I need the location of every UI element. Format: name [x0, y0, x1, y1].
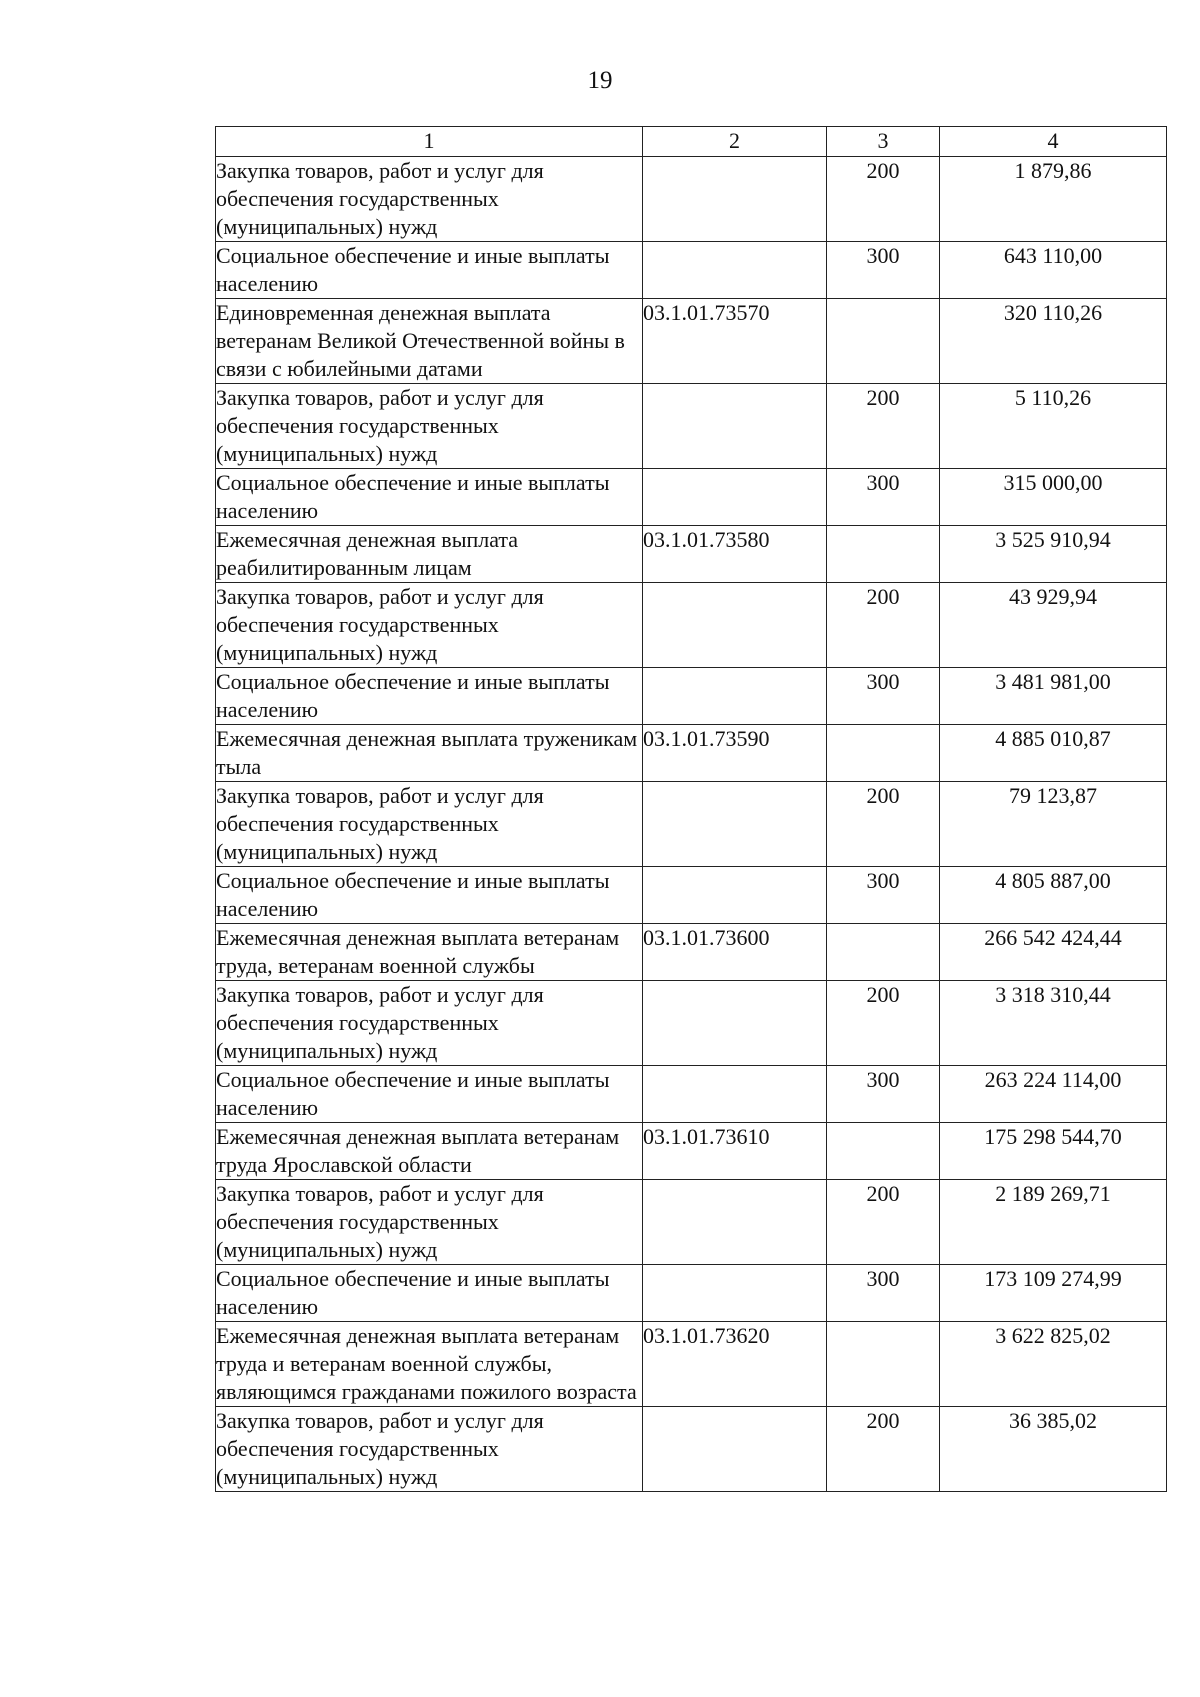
amount: 320 110,26: [940, 299, 1167, 384]
target-code: [643, 867, 827, 924]
table-row: [216, 526, 1167, 583]
table-row: [216, 242, 1167, 299]
target-code: [643, 1066, 827, 1123]
table-row: [216, 1123, 1167, 1180]
amount: 2 189 269,71: [940, 1180, 1167, 1265]
item-name: Социальное обеспечение и иные выплаты населению: [216, 1265, 643, 1322]
amount: 3 481 981,00: [940, 668, 1167, 725]
target-code: 03.1.01.73620: [643, 1322, 827, 1407]
table-row: [216, 867, 1167, 924]
table-row: [216, 299, 1167, 384]
table-row: [216, 1265, 1167, 1322]
item-name: Социальное обеспечение и иные выплаты населению: [216, 242, 643, 299]
expense-type: 300: [827, 469, 940, 526]
table-row: [216, 782, 1167, 867]
expense-type: 300: [827, 867, 940, 924]
header-row: [216, 127, 1167, 157]
amount: 4 885 010,87: [940, 725, 1167, 782]
expense-type: [827, 725, 940, 782]
amount: 5 110,26: [940, 384, 1167, 469]
amount: 79 123,87: [940, 782, 1167, 867]
target-code: [643, 384, 827, 469]
target-code: [643, 242, 827, 299]
table-row: [216, 1180, 1167, 1265]
amount: 173 109 274,99: [940, 1265, 1167, 1322]
expense-type: 300: [827, 1066, 940, 1123]
item-name: Закупка товаров, работ и услуг для обеспечения государственных (муниципальных) нужд: [216, 384, 643, 469]
table-row: [216, 981, 1167, 1066]
amount: 175 298 544,70: [940, 1123, 1167, 1180]
amount: 1 879,86: [940, 157, 1167, 242]
item-name: Ежемесячная денежная выплата труженикам тыла: [216, 725, 643, 782]
expense-type: 200: [827, 1180, 940, 1265]
expense-type: 300: [827, 242, 940, 299]
expense-type: 300: [827, 668, 940, 725]
table-row: [216, 725, 1167, 782]
item-name: Единовременная денежная выплата ветеранам Великой Отечественной войны в связи с юбилейными датами: [216, 299, 643, 384]
item-name: Ежемесячная денежная выплата ветеранам труда Ярославской области: [216, 1123, 643, 1180]
table-row: [216, 1407, 1167, 1492]
column-header: 2: [643, 127, 827, 157]
expense-type: [827, 299, 940, 384]
expense-type: 200: [827, 157, 940, 242]
target-code: [643, 981, 827, 1066]
amount: 3 622 825,02: [940, 1322, 1167, 1407]
target-code: 03.1.01.73590: [643, 725, 827, 782]
target-code: [643, 1265, 827, 1322]
expense-type: 200: [827, 1407, 940, 1492]
amount: 3 318 310,44: [940, 981, 1167, 1066]
item-name: Ежемесячная денежная выплата реабилитированным лицам: [216, 526, 643, 583]
target-code: 03.1.01.73580: [643, 526, 827, 583]
expense-type: 200: [827, 782, 940, 867]
target-code: [643, 583, 827, 668]
table-row: [216, 1066, 1167, 1123]
item-name: Закупка товаров, работ и услуг для обеспечения государственных (муниципальных) нужд: [216, 1407, 643, 1492]
table-row: [216, 583, 1167, 668]
item-name: Социальное обеспечение и иные выплаты населению: [216, 867, 643, 924]
expense-type: 300: [827, 1265, 940, 1322]
amount: 36 385,02: [940, 1407, 1167, 1492]
target-code: [643, 1407, 827, 1492]
amount: 263 224 114,00: [940, 1066, 1167, 1123]
expense-type: [827, 1123, 940, 1180]
column-header: 3: [827, 127, 940, 157]
column-header: 4: [940, 127, 1167, 157]
expense-type: [827, 526, 940, 583]
table-header: [216, 127, 1167, 157]
expense-type: 200: [827, 583, 940, 668]
item-name: Ежемесячная денежная выплата ветеранам труда, ветеранам военной службы: [216, 924, 643, 981]
table-body: [216, 157, 1167, 1492]
item-name: Социальное обеспечение и иные выплаты населению: [216, 469, 643, 526]
table-row: [216, 668, 1167, 725]
target-code: [643, 157, 827, 242]
column-header: 1: [216, 127, 643, 157]
item-name: Закупка товаров, работ и услуг для обеспечения государственных (муниципальных) нужд: [216, 157, 643, 242]
item-name: Закупка товаров, работ и услуг для обеспечения государственных (муниципальных) нужд: [216, 981, 643, 1066]
amount: 3 525 910,94: [940, 526, 1167, 583]
table-row: [216, 157, 1167, 242]
table-row: [216, 924, 1167, 981]
target-code: 03.1.01.73610: [643, 1123, 827, 1180]
target-code: [643, 469, 827, 526]
target-code: 03.1.01.73600: [643, 924, 827, 981]
target-code: 03.1.01.73570: [643, 299, 827, 384]
amount: 43 929,94: [940, 583, 1167, 668]
item-name: Закупка товаров, работ и услуг для обеспечения государственных (муниципальных) нужд: [216, 782, 643, 867]
expense-type: [827, 924, 940, 981]
amount: 4 805 887,00: [940, 867, 1167, 924]
table-row: [216, 384, 1167, 469]
expense-type: 200: [827, 384, 940, 469]
target-code: [643, 782, 827, 867]
budget-table: [215, 126, 1167, 1492]
page-number: 19: [587, 67, 613, 94]
item-name: Социальное обеспечение и иные выплаты населению: [216, 1066, 643, 1123]
expense-type: 200: [827, 981, 940, 1066]
item-name: Закупка товаров, работ и услуг для обеспечения государственных (муниципальных) нужд: [216, 1180, 643, 1265]
target-code: [643, 1180, 827, 1265]
expense-type: [827, 1322, 940, 1407]
item-name: Закупка товаров, работ и услуг для обеспечения государственных (муниципальных) нужд: [216, 583, 643, 668]
amount: 266 542 424,44: [940, 924, 1167, 981]
table-row: [216, 1322, 1167, 1407]
item-name: Ежемесячная денежная выплата ветеранам труда и ветеранам военной службы, являющимся гражданами пожилого возраста: [216, 1322, 643, 1407]
amount: 315 000,00: [940, 469, 1167, 526]
table-row: [216, 469, 1167, 526]
target-code: [643, 668, 827, 725]
amount: 643 110,00: [940, 242, 1167, 299]
item-name: Социальное обеспечение и иные выплаты населению: [216, 668, 643, 725]
